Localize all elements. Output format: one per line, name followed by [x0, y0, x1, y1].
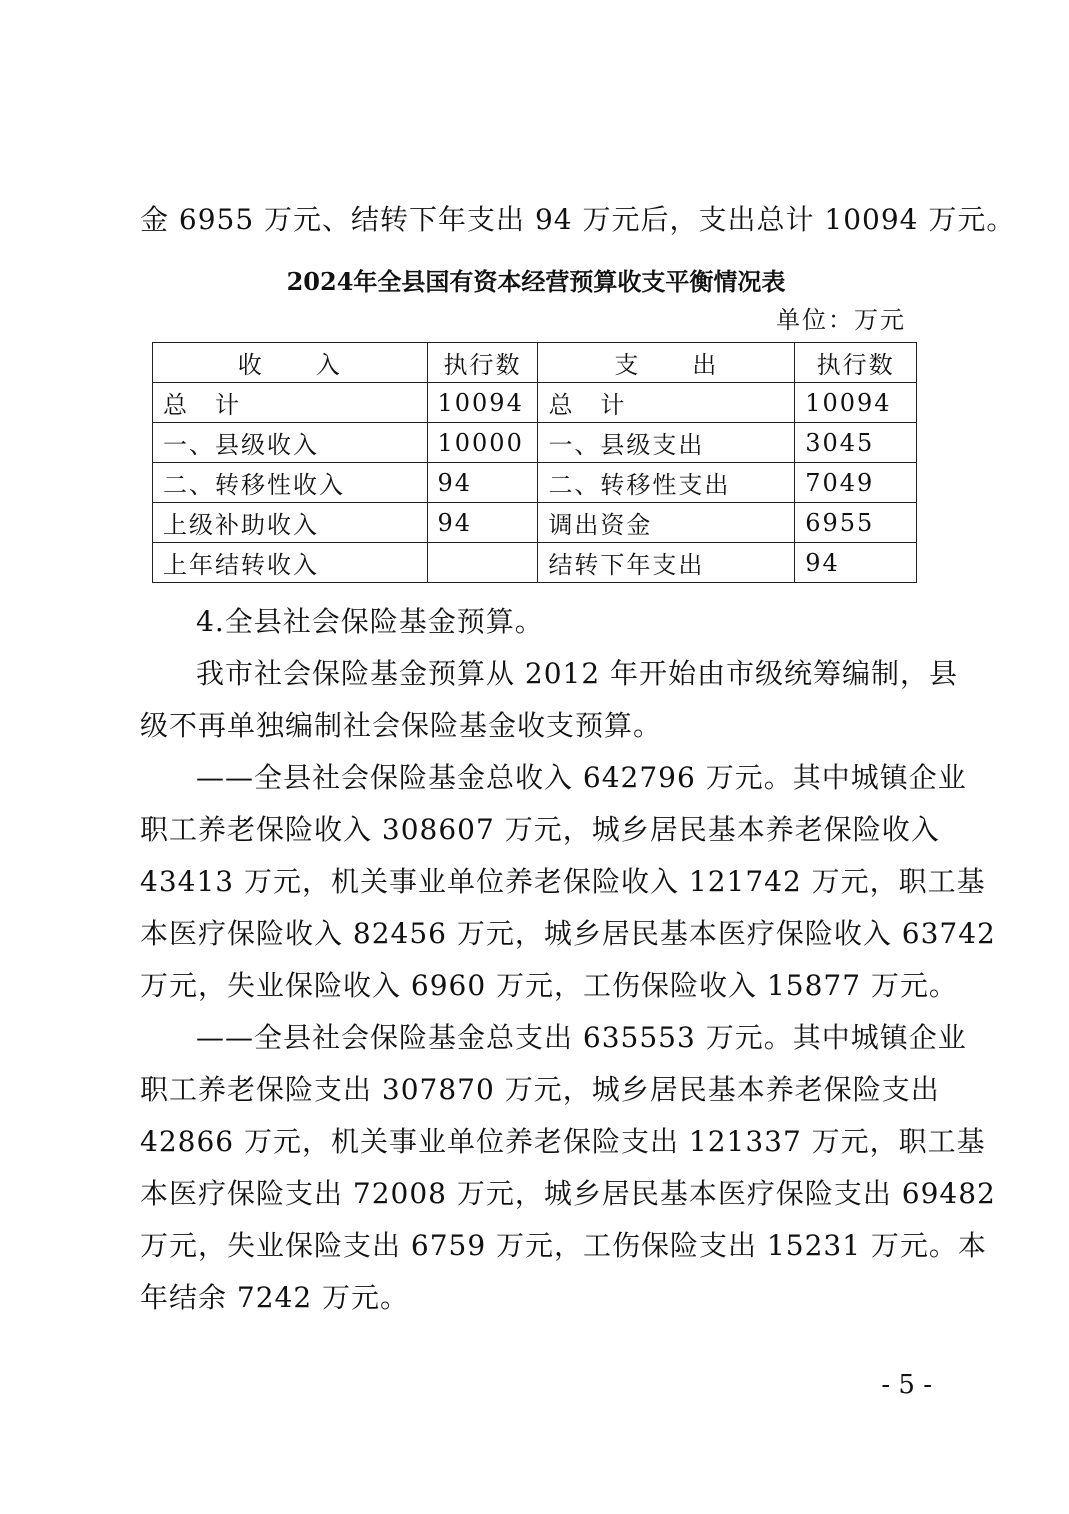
header-income-amount: 执行数 — [427, 343, 538, 383]
para3-line: 本医疗保险支出 72008 万元，城乡居民基本医疗保险支出 69482 — [140, 1177, 996, 1210]
table-cell: 总 计 — [153, 383, 428, 423]
table-cell: 6955 — [795, 503, 917, 543]
para3-line: ——全县社会保险基金总支出 635553 万元。其中城镇企业 — [196, 1021, 967, 1054]
para3-line: 职工养老保险支出 307870 万元，城乡居民基本养老保险支出 — [140, 1073, 940, 1106]
table-cell — [427, 543, 538, 583]
table-cell: 调出资金 — [538, 503, 795, 543]
table-row — [153, 503, 917, 543]
table-cell: 3045 — [795, 423, 917, 463]
table-cell: 结转下年支出 — [538, 543, 795, 583]
table-row — [153, 423, 917, 463]
para2-line: 本医疗保险收入 82456 万元，城乡居民基本医疗保险收入 63742 — [140, 917, 996, 950]
table-cell: 94 — [795, 543, 917, 583]
table-cell: 总 计 — [538, 383, 795, 423]
budget-table — [152, 342, 917, 583]
table-cell: 10094 — [795, 383, 917, 423]
table-cell: 一、县级支出 — [538, 423, 795, 463]
table-cell: 上级补助收入 — [153, 503, 428, 543]
header-expense: 支 出 — [538, 343, 795, 383]
para3-line: 42866 万元，机关事业单位养老保险支出 121337 万元，职工基 — [140, 1125, 986, 1158]
table-cell: 二、转移性支出 — [538, 463, 795, 503]
table-cell: 二、转移性收入 — [153, 463, 428, 503]
page-number: - 5 - — [881, 1370, 932, 1400]
table-cell: 7049 — [795, 463, 917, 503]
table-cell: 94 — [427, 503, 538, 543]
para2-line: 万元，失业保险收入 6960 万元，工伤保险收入 15877 万元。 — [140, 969, 958, 1002]
table-cell: 10094 — [427, 383, 538, 423]
table-cell: 10000 — [427, 423, 538, 463]
para1-line: 级不再单独编制社会保险基金收支预算。 — [140, 709, 663, 742]
para2-line: ——全县社会保险基金总收入 642796 万元。其中城镇企业 — [196, 761, 967, 794]
para1-line: 我市社会保险基金预算从 2012 年开始由市级统筹编制，县 — [196, 657, 959, 690]
section-heading: 4.全县社会保险基金预算。 — [196, 605, 544, 638]
header-expense-amount: 执行数 — [795, 343, 917, 383]
para3-line: 万元，失业保险支出 6759 万元，工伤保险支出 15231 万元。本 — [140, 1229, 987, 1262]
intro-line: 金 6955 万元、结转下年支出 94 万元后，支出总计 10094 万元。 — [140, 203, 1016, 236]
header-income: 收 入 — [153, 343, 428, 383]
table-cell: 一、县级收入 — [153, 423, 428, 463]
para3-line: 年结余 7242 万元。 — [140, 1281, 410, 1314]
table-title: 2024年全县国有资本经营预算收支平衡情况表 — [286, 267, 786, 296]
para2-line: 职工养老保险收入 308607 万元，城乡居民基本养老保险收入 — [140, 813, 940, 846]
table-row — [153, 543, 917, 583]
table-cell: 94 — [427, 463, 538, 503]
table-row — [153, 383, 917, 423]
table-header-row — [153, 343, 917, 383]
table-cell: 上年结转收入 — [153, 543, 428, 583]
unit-label: 单位：万元 — [776, 306, 906, 334]
para2-line: 43413 万元，机关事业单位养老保险收入 121742 万元，职工基 — [140, 865, 986, 898]
table-row — [153, 463, 917, 503]
